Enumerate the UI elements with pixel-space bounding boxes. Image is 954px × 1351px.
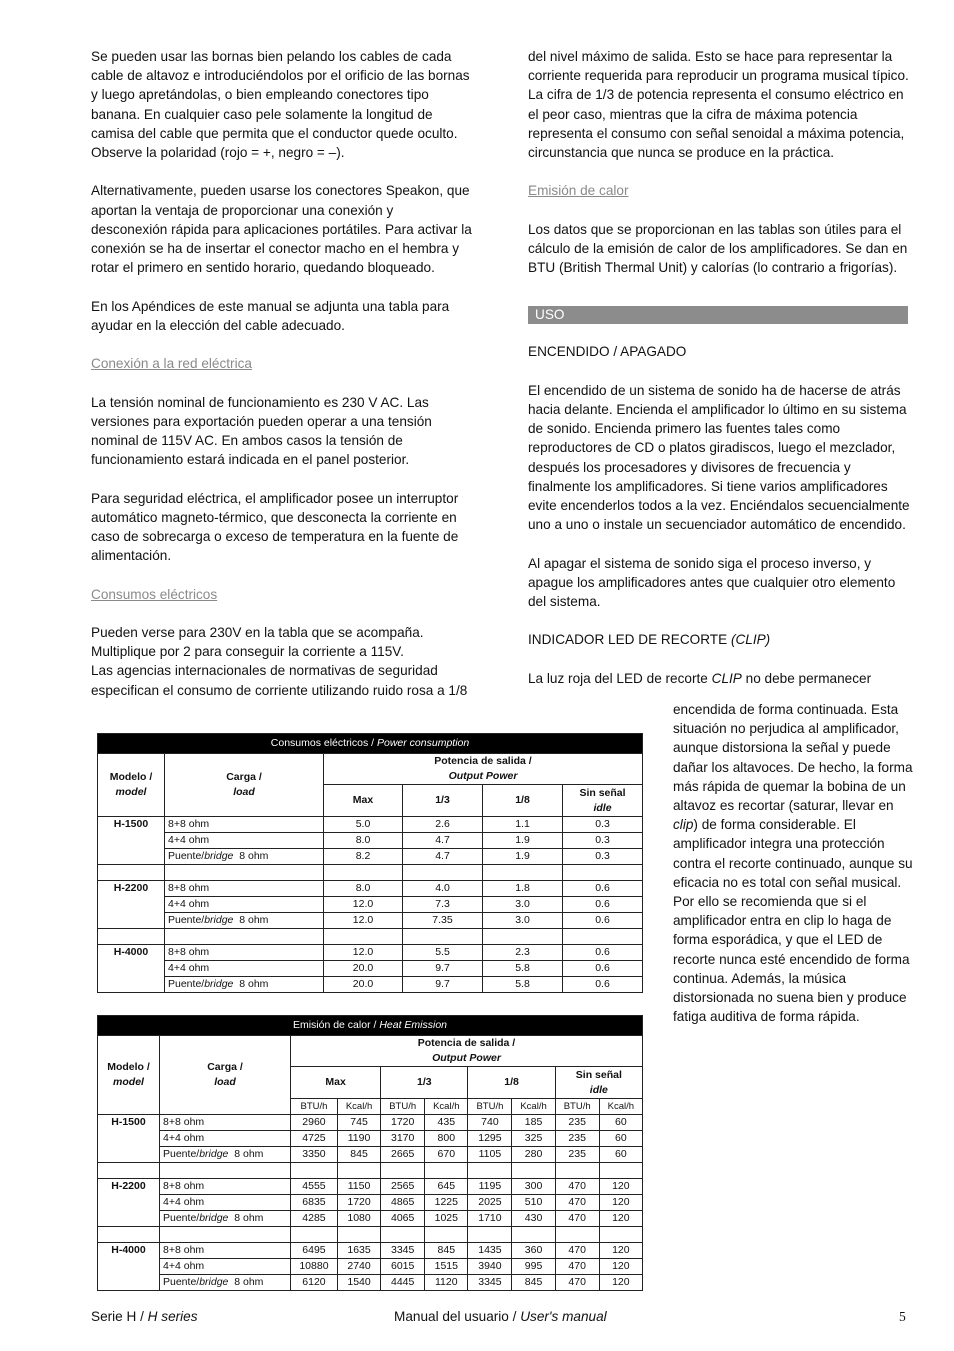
cell-value: 1720	[381, 1115, 425, 1131]
cell-value: 2665	[381, 1147, 425, 1163]
cell-eighth: 3.0	[483, 897, 563, 913]
heading-mains-connection: Conexión a la red eléctrica	[91, 356, 252, 372]
cell-load: 4+4 ohm	[165, 961, 324, 977]
header-idle: Sin señal idle	[563, 785, 643, 817]
header-idle: Sin señal idle	[555, 1067, 642, 1099]
cell-value: 670	[425, 1147, 468, 1163]
paragraph-appendix: En los Apéndices de este manual se adjunta una tabla para ayudar en la elección del cable adecuado.	[91, 298, 450, 333]
cell-eighth: 1.1	[483, 817, 563, 833]
clip-paragraph: encendida de forma continuada. Esta situación no perjudica al amplificador, aunque distorsiona la señal y puede dañar los altavoces. De hecho, la forma más rápida de quemar la bobina de un altavoz es recortar (saturar, llevar en clip) de forma considerable. El amplificador integra una protección contra el recorte continuado, aunque su eficacia no es total con señal musical. Por ello se recomienda que si el amplificador entra en clip lo haga de forma esporádica, y que el LED de recorte nunca esté encendido de forma continua. Además, la música distorsionada no suena bien y produce fatiga auditiva de forma rápida.	[673, 702, 913, 1025]
table-row	[98, 977, 643, 993]
cell-value: 120	[599, 1259, 642, 1275]
cell-model: H-2200	[98, 1179, 160, 1195]
cell-eighth: 1.9	[483, 849, 563, 865]
paragraph-speakon: Alternativamente, pueden usarse los conectores Speakon, que aportan la ventaja de proporcionar una conexión y desconexión rápida para aplicaciones portátiles. Para activar la conexión se ha de insertar el conector macho en el hembra y rotar el primero en sentido horario, quedando bloqueado.	[91, 183, 472, 276]
cell-third: 4.7	[403, 849, 483, 865]
unit-btu: BTU/h	[291, 1099, 338, 1115]
table-row	[98, 1259, 643, 1275]
cell-model: H-4000	[98, 945, 165, 961]
cell-max: 5.0	[324, 817, 403, 833]
cell-value: 2740	[337, 1259, 380, 1275]
unit-kcal: Kcal/h	[599, 1099, 642, 1115]
cell-max: 12.0	[324, 913, 403, 929]
cell-load: Puente/bridge 8 ohm	[165, 913, 324, 929]
cell-value: 1105	[468, 1147, 512, 1163]
header-max: Max	[324, 785, 403, 817]
cell-value: 470	[555, 1195, 599, 1211]
cell-load: Puente/bridge 8 ohm	[160, 1147, 291, 1163]
cell-value: 470	[555, 1275, 599, 1291]
cell-value: 120	[599, 1275, 642, 1291]
cell-value: 745	[337, 1115, 380, 1131]
table-row	[98, 1147, 643, 1163]
cell-value: 10880	[291, 1259, 338, 1275]
cell-value: 1080	[337, 1211, 380, 1227]
header-third: 1/3	[381, 1067, 468, 1099]
cell-idle: 0.6	[563, 881, 643, 897]
cell-value: 1720	[337, 1195, 380, 1211]
cell-value: 470	[555, 1259, 599, 1275]
header-third: 1/3	[403, 785, 483, 817]
cell-model	[98, 833, 165, 849]
table-row	[98, 913, 643, 929]
cell-load: Puente/bridge 8 ohm	[160, 1211, 291, 1227]
cell-value: 300	[512, 1179, 555, 1195]
cell-eighth: 5.8	[483, 961, 563, 977]
header-model: Modelo / model	[98, 1036, 160, 1115]
header-load: Carga / load	[165, 754, 324, 817]
header-model: Modelo / model	[98, 754, 165, 817]
spacer-row	[98, 929, 643, 945]
cell-model: H-1500	[98, 1115, 160, 1131]
cell-load: Puente/bridge 8 ohm	[165, 849, 324, 865]
cell-eighth: 5.8	[483, 977, 563, 993]
right-column	[528, 47, 912, 688]
cell-value: 845	[512, 1275, 555, 1291]
unit-btu: BTU/h	[555, 1099, 599, 1115]
footer-manual: Manual del usuario / User's manual	[394, 1309, 607, 1324]
header-output-power: Potencia de salida / Output Power	[291, 1036, 643, 1067]
section-bar-uso: USO	[528, 306, 908, 324]
table-caption: Emisión de calor / Heat Emission	[98, 1016, 643, 1036]
cell-value: 470	[555, 1243, 599, 1259]
unit-kcal: Kcal/h	[425, 1099, 468, 1115]
cell-max: 12.0	[324, 897, 403, 913]
unit-btu: BTU/h	[468, 1099, 512, 1115]
cell-eighth: 1.8	[483, 881, 563, 897]
cell-value: 1635	[337, 1243, 380, 1259]
cell-third: 9.7	[403, 977, 483, 993]
cell-load: 8+8 ohm	[165, 945, 324, 961]
cell-value: 325	[512, 1131, 555, 1147]
unit-kcal: Kcal/h	[337, 1099, 380, 1115]
heading-power-on-off: ENCENDIDO / APAGADO	[528, 344, 687, 360]
page-number: 5	[899, 1309, 906, 1324]
cell-third: 5.5	[403, 945, 483, 961]
cell-model	[98, 897, 165, 913]
cell-value: 1150	[337, 1179, 380, 1195]
cell-value: 120	[599, 1243, 642, 1259]
cell-value: 470	[555, 1179, 599, 1195]
cell-value: 3345	[381, 1243, 425, 1259]
cell-value: 235	[555, 1131, 599, 1147]
unit-btu: BTU/h	[381, 1099, 425, 1115]
table-caption: Consumos eléctricos / Power consumption	[98, 734, 643, 754]
table-row	[98, 1131, 643, 1147]
cell-load: 4+4 ohm	[160, 1131, 291, 1147]
left-column	[91, 47, 473, 700]
cell-model	[98, 1275, 160, 1291]
cell-load: Puente/bridge 8 ohm	[165, 977, 324, 993]
cell-value: 6120	[291, 1275, 338, 1291]
cell-eighth: 2.3	[483, 945, 563, 961]
cell-eighth: 3.0	[483, 913, 563, 929]
paragraph-clip-first-line: La luz roja del LED de recorte CLIP no debe permanecer	[528, 670, 872, 686]
cell-load: 8+8 ohm	[160, 1115, 291, 1131]
cell-value: 2960	[291, 1115, 338, 1131]
cell-value: 4445	[381, 1275, 425, 1291]
table-row	[98, 817, 643, 833]
cell-value: 60	[599, 1131, 642, 1147]
header-max: Max	[291, 1067, 381, 1099]
cell-value: 4725	[291, 1131, 338, 1147]
cell-value: 1225	[425, 1195, 468, 1211]
header-eighth: 1/8	[483, 785, 563, 817]
cell-load: Puente/bridge 8 ohm	[160, 1275, 291, 1291]
cell-value: 470	[555, 1211, 599, 1227]
cell-value: 360	[512, 1243, 555, 1259]
power-consumption-table	[97, 733, 643, 993]
cell-value: 60	[599, 1115, 642, 1131]
cell-value: 4065	[381, 1211, 425, 1227]
table-row	[98, 833, 643, 849]
cell-value: 4865	[381, 1195, 425, 1211]
cell-model	[98, 977, 165, 993]
cell-value: 995	[512, 1259, 555, 1275]
paragraph-power-on: El encendido de un sistema de sonido ha de hacerse de atrás hacia delante. Encienda el amplificador lo último en su sistema de sonido. Encienda primero las fuentes tales como reproductores de CD o platos giradiscos, luego el mezclador, después los procesadores y divisores de frecuencia y finalmente los amplificadores. Si tiene varios amplificadores evite encenderlos todos a la vez. Enciéndalos secuencialmente uno a uno o instale un secuenciador automático de encendido.	[528, 382, 910, 533]
cell-idle: 0.6	[563, 913, 643, 929]
cell-model	[98, 1211, 160, 1227]
paragraph-breaker: Para seguridad eléctrica, el amplificador posee un interruptor automático magneto-térmico, que desconecta la corriente en caso de sobrecarga o exceso de temperatura en la fuente de alimentación.	[91, 490, 459, 564]
cell-model	[98, 1147, 160, 1163]
cell-max: 8.0	[324, 881, 403, 897]
cell-value: 4285	[291, 1211, 338, 1227]
cell-eighth: 1.9	[483, 833, 563, 849]
cell-value: 6835	[291, 1195, 338, 1211]
cell-model: H-2200	[98, 881, 165, 897]
table-row	[98, 849, 643, 865]
cell-value: 3170	[381, 1131, 425, 1147]
cell-model	[98, 1259, 160, 1275]
cell-model: H-4000	[98, 1243, 160, 1259]
header-output-power: Potencia de salida / Output Power	[324, 754, 643, 785]
footer-series: Serie H / H series	[91, 1309, 198, 1324]
cell-value: 120	[599, 1211, 642, 1227]
cell-value: 60	[599, 1147, 642, 1163]
cell-value: 3350	[291, 1147, 338, 1163]
cell-value: 645	[425, 1179, 468, 1195]
cell-third: 9.7	[403, 961, 483, 977]
table-row	[98, 881, 643, 897]
header-eighth: 1/8	[468, 1067, 555, 1099]
table-row	[98, 1115, 643, 1131]
cell-value: 1710	[468, 1211, 512, 1227]
table-row	[98, 1243, 643, 1259]
cell-value: 1295	[468, 1131, 512, 1147]
cell-value: 235	[555, 1115, 599, 1131]
cell-idle: 0.3	[563, 849, 643, 865]
spacer-row	[98, 1227, 643, 1243]
table-row	[98, 961, 643, 977]
paragraph-power-off: Al apagar el sistema de sonido siga el proceso inverso, y apague los amplificadores antes que cualquier otro elemento del sistema.	[528, 555, 896, 610]
cell-idle: 0.3	[563, 817, 643, 833]
table-row	[98, 1195, 643, 1211]
cell-value: 510	[512, 1195, 555, 1211]
cell-value: 1025	[425, 1211, 468, 1227]
table-row	[98, 945, 643, 961]
cell-load: 4+4 ohm	[160, 1195, 291, 1211]
cell-model	[98, 849, 165, 865]
cell-load: 8+8 ohm	[165, 817, 324, 833]
header-load: Carga / load	[160, 1036, 291, 1115]
paragraph-terminals: Se pueden usar las bornas bien pelando los cables de cada cable de altavoz e introduciéndolos por el orificio de las bornas y luego apretándolas, o bien empleando conectores tipo banana. En cualquier caso pele solamente la longitud de camisa del cable que permita que el conductor quede oculto. Observe la polaridad (rojo = +, negro = –).	[91, 49, 470, 161]
cell-third: 7.35	[403, 913, 483, 929]
heading-power-consumption: Consumos eléctricos	[91, 586, 218, 602]
cell-third: 7.3	[403, 897, 483, 913]
cell-max: 20.0	[324, 977, 403, 993]
cell-value: 6015	[381, 1259, 425, 1275]
table-row	[98, 897, 643, 913]
cell-load: 8+8 ohm	[160, 1243, 291, 1259]
cell-value: 435	[425, 1115, 468, 1131]
cell-value: 740	[468, 1115, 512, 1131]
cell-value: 4555	[291, 1179, 338, 1195]
cell-third: 4.7	[403, 833, 483, 849]
cell-value: 845	[425, 1243, 468, 1259]
cell-value: 185	[512, 1115, 555, 1131]
cell-max: 20.0	[324, 961, 403, 977]
cell-value: 3345	[468, 1275, 512, 1291]
cell-max: 8.0	[324, 833, 403, 849]
cell-value: 6495	[291, 1243, 338, 1259]
paragraph-voltage: La tensión nominal de funcionamiento es 230 V AC. Las versiones para exportación pueden operar a una tensión nominal de 115V AC. En ambos casos la tensión de funcionamiento estará indicada en el panel posterior.	[91, 394, 432, 468]
cell-model: H-1500	[98, 817, 165, 833]
cell-max: 12.0	[324, 945, 403, 961]
cell-value: 280	[512, 1147, 555, 1163]
heading-clip-led: INDICADOR LED DE RECORTE (CLIP)	[528, 632, 771, 648]
cell-model	[98, 1195, 160, 1211]
cell-max: 8.2	[324, 849, 403, 865]
cell-value: 120	[599, 1195, 642, 1211]
cell-idle: 0.6	[563, 897, 643, 913]
heading-heat-emission: Emisión de calor	[528, 183, 629, 199]
cell-third: 2.6	[403, 817, 483, 833]
cell-value: 2025	[468, 1195, 512, 1211]
unit-kcal: Kcal/h	[512, 1099, 555, 1115]
cell-value: 1190	[337, 1131, 380, 1147]
table-row	[98, 1179, 643, 1195]
cell-model	[98, 913, 165, 929]
cell-value: 3940	[468, 1259, 512, 1275]
heat-emission-table	[97, 1015, 643, 1291]
cell-load: 4+4 ohm	[165, 833, 324, 849]
cell-value: 1120	[425, 1275, 468, 1291]
cell-load: 8+8 ohm	[165, 881, 324, 897]
paragraph-consumption: Pueden verse para 230V en la tabla que se acompaña. Multiplique por 2 para conseguir la corriente a 115V. Las agencias internacionales de normativas de seguridad especifican el consumo de corriente utilizando ruido rosa a 1/8	[91, 624, 468, 698]
spacer-row	[98, 1163, 643, 1179]
cell-value: 1195	[468, 1179, 512, 1195]
cell-load: 8+8 ohm	[160, 1179, 291, 1195]
cell-value: 1435	[468, 1243, 512, 1259]
cell-load: 4+4 ohm	[160, 1259, 291, 1275]
cell-third: 4.0	[403, 881, 483, 897]
cell-idle: 0.6	[563, 961, 643, 977]
cell-idle: 0.3	[563, 833, 643, 849]
cell-value: 120	[599, 1179, 642, 1195]
cell-value: 1540	[337, 1275, 380, 1291]
paragraph-heat: Los datos que se proporcionan en las tablas son útiles para el cálculo de la emisión de calor de los amplificadores. Se dan en BTU (British Thermal Unit) y calorías (lo contrario a frigorías).	[528, 221, 908, 276]
paragraph-consumption-cont: del nivel máximo de salida. Esto se hace para representar la corriente requerida para reproducir un programa musical típico. La cifra de 1/3 de potencia representa el consumo eléctrico en el peor caso, mientras que la cifra de máxima potencia representa el consumo con señal senoidal a máxima potencia, circunstancia que nunca se produce en la práctica.	[528, 49, 909, 161]
cell-value: 800	[425, 1131, 468, 1147]
cell-value: 430	[512, 1211, 555, 1227]
table-row	[98, 1275, 643, 1291]
cell-model	[98, 1131, 160, 1147]
cell-idle: 0.6	[563, 977, 643, 993]
cell-value: 1515	[425, 1259, 468, 1275]
cell-value: 235	[555, 1147, 599, 1163]
table-row	[98, 1211, 643, 1227]
cell-value: 2565	[381, 1179, 425, 1195]
spacer-row	[98, 865, 643, 881]
cell-model	[98, 961, 165, 977]
cell-load: 4+4 ohm	[165, 897, 324, 913]
cell-idle: 0.6	[563, 945, 643, 961]
cell-value: 845	[337, 1147, 380, 1163]
